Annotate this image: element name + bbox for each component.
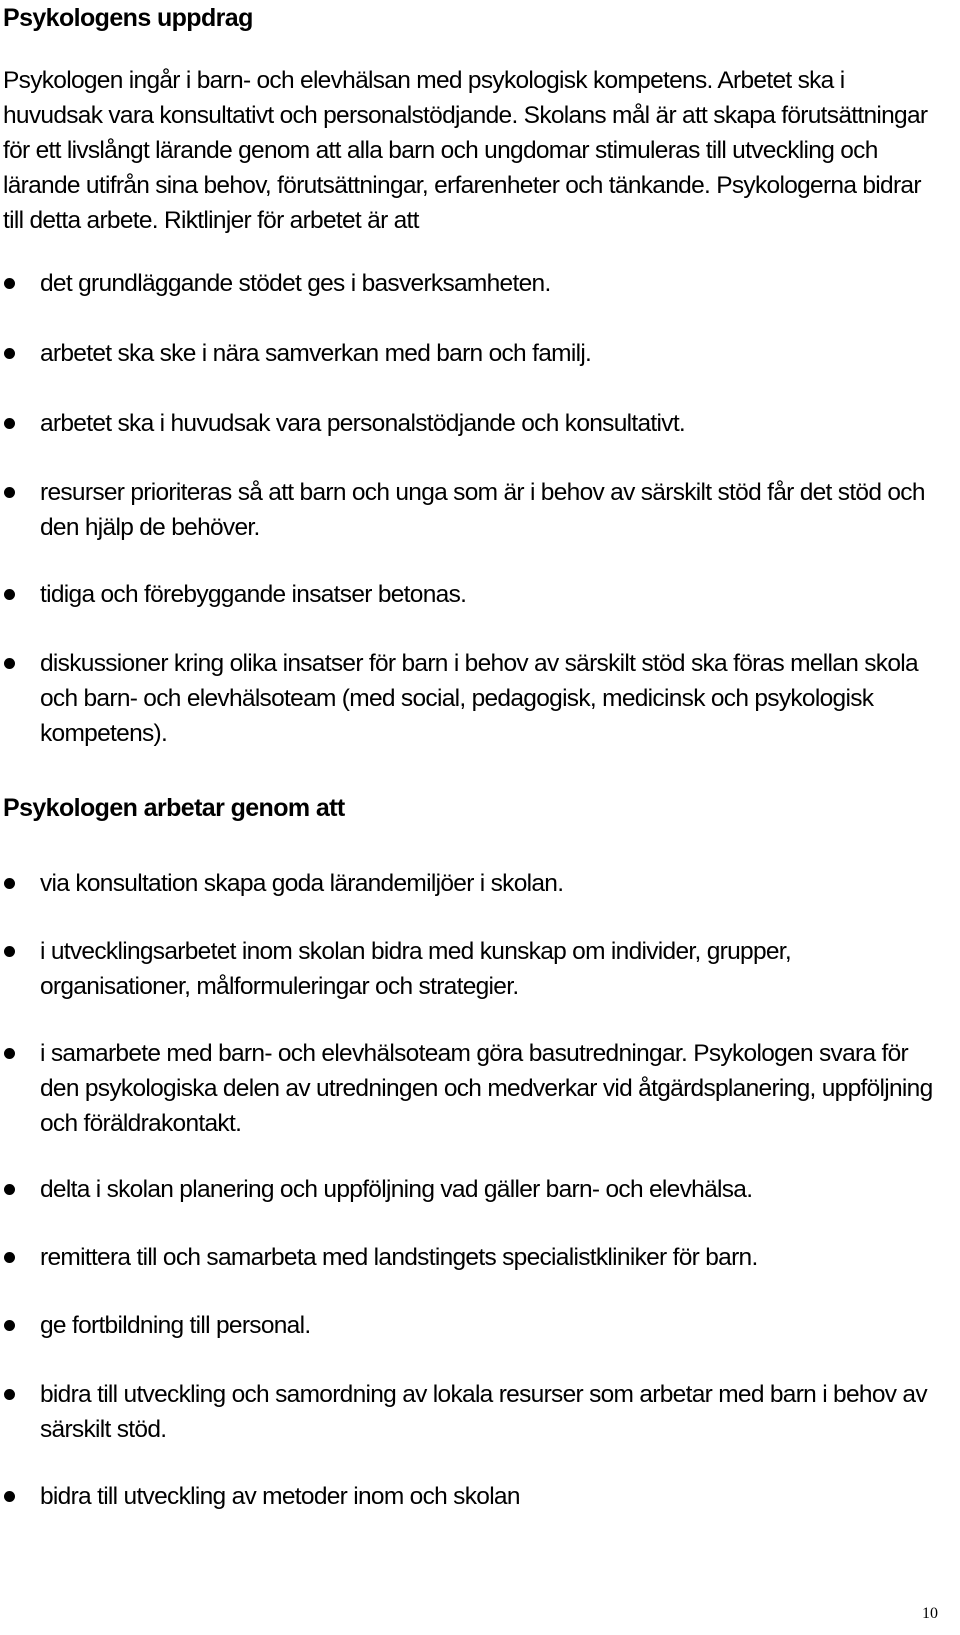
bullet-icon [4,278,15,289]
list-item-text: det grundläggande stödet ges i basverksamheten. [40,270,551,297]
list-item-text: arbetet ska ske i nära samverkan med barn och familj. [40,340,592,367]
bullet-icon [4,1252,15,1263]
list-item-text: bidra till utveckling och samordning av lokala resurser som arbetar med barn i behov av särskilt stöd. [40,1381,927,1443]
intro-paragraph: Psykologen ingår i barn- och elevhälsan med psykologisk kompetens. Arbetet ska i huvudsak vara konsultativt och personalstödjande. Skolans mål är att skapa förutsättningar för ett livslångt lärande genom att alla barn och ungdomar stimuleras till utveckling och lärande utifrån sina behov, förutsättningar, erfarenheter och tänkande. Psykologerna bidrar till detta arbete. Riktlinjer för arbetet är att [3,67,928,234]
list-item-text: delta i skolan planering och uppföljning vad gäller barn- och elevhälsa. [40,1176,753,1203]
bullet-icon [4,1491,15,1502]
bullet-icon [4,589,15,600]
bullet-icon [4,487,15,498]
list-item-text: tidiga och förebyggande insatser betonas. [40,581,467,608]
list-item-text: ge fortbildning till personal. [40,1312,311,1339]
list-item-text: i samarbete med barn- och elevhälsoteam göra basutredningar. Psykologen svara för den psykologiska delen av utredningen och medverkar vid åtgärdsplanering, uppföljning och föräldrakontakt. [40,1040,933,1137]
page-number: 10 [922,1605,938,1622]
section-heading-psykologens-uppdrag: Psykologens uppdrag [3,4,253,32]
bullet-icon [4,1184,15,1195]
bullet-icon [4,418,15,429]
list-item-text: arbetet ska i huvudsak vara personalstödjande och konsultativt. [40,410,686,437]
bullet-icon [4,1389,15,1400]
list-item-text: bidra till utveckling av metoder inom och skolan [40,1483,520,1510]
bullet-icon [4,878,15,889]
list-item-text: via konsultation skapa goda lärandemiljöer i skolan. [40,870,564,897]
bullet-icon [4,348,15,359]
bullet-icon [4,1320,15,1331]
list-item-text: i utvecklingsarbetet inom skolan bidra med kunskap om individer, grupper, organisationer, målformuleringar och strategier. [40,938,792,1000]
bullet-icon [4,1048,15,1059]
bullet-icon [4,946,15,957]
section-heading-psykologen-arbetar: Psykologen arbetar genom att [3,794,345,822]
list-item-text: resurser prioriteras så att barn och unga som är i behov av särskilt stöd får det stöd och den hjälp de behöver. [40,479,925,541]
bullet-icon [4,658,15,669]
list-item-text: remittera till och samarbeta med landstingets specialistkliniker för barn. [40,1244,758,1271]
list-item-text: diskussioner kring olika insatser för barn i behov av särskilt stöd ska föras mellan skola och barn- och elevhälsoteam (med social, pedagogisk, medicinsk och psykologisk kompetens). [40,650,918,747]
